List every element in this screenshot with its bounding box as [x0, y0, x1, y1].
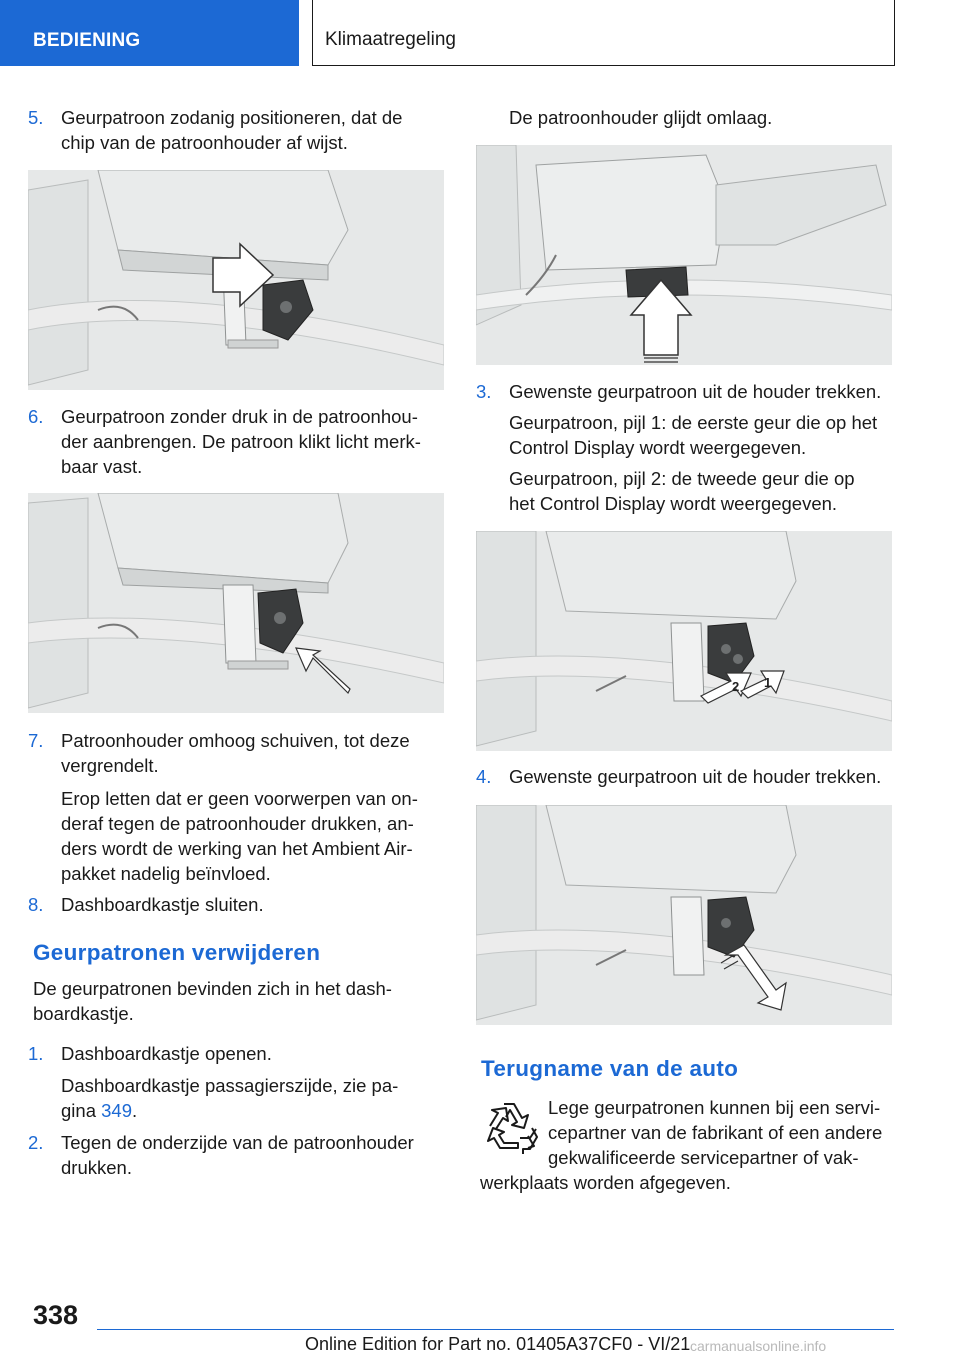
step-text: vergrendelt.	[61, 755, 159, 776]
illustration-holder-slide	[476, 145, 892, 365]
page-number: 338	[33, 1300, 79, 1330]
page-reference-link[interactable]: 349	[101, 1100, 132, 1121]
note-text: Geurpatroon, pijl 2: de tweede geur die op	[509, 468, 855, 489]
watermark: carmanualsonline.info	[690, 1338, 827, 1354]
note-text: deraf tegen de patroonhouder drukken, an-	[61, 813, 414, 834]
glovebox-illustration	[476, 531, 892, 751]
remove-step-2	[28, 1130, 444, 1180]
remove-step-3	[476, 379, 892, 404]
step-8	[28, 892, 444, 917]
section-tab: BEDIENING	[0, 0, 299, 66]
remove-step-4	[476, 764, 892, 789]
step-number: 4.	[476, 766, 492, 787]
step-number: 7.	[28, 730, 44, 751]
step-number: 3.	[476, 381, 492, 402]
arrow-label-1: 1	[764, 675, 772, 690]
step-text: baar vast.	[61, 456, 143, 477]
intro-line: De geurpatronen bevinden zich in het dash-	[33, 978, 392, 999]
step-text: Gewenste geurpatroon uit de houder trekken.	[509, 381, 882, 402]
step-text: Dashboardkastje sluiten.	[61, 894, 264, 915]
step-text: Dashboardkastje openen.	[61, 1043, 272, 1064]
intro-line: boardkastje.	[33, 1003, 134, 1024]
illustration-step-6	[28, 493, 444, 713]
note-text: pakket nadelig beïnvloed.	[61, 863, 271, 884]
note-text: ders wordt de werking van het Ambient Air-	[61, 838, 413, 859]
step-5	[28, 105, 444, 155]
step-number: 1.	[28, 1043, 44, 1064]
step-number: 8.	[28, 894, 44, 915]
recycle-text: werkplaats worden afgegeven.	[480, 1172, 731, 1193]
step-text: der aanbrengen. De patroon klikt licht merk-	[61, 431, 421, 452]
step-text: Geurpatroon zodanig positioneren, dat de	[61, 107, 403, 128]
slide-note: De patroonhouder glijdt omlaag.	[509, 107, 773, 128]
recycle-icon	[484, 1098, 540, 1154]
glovebox-illustration	[476, 805, 892, 1025]
illustration-step-4	[476, 805, 892, 1025]
recycle-line: gekwalificeerde servicepartner of vak-	[548, 1147, 859, 1168]
illustration-step-5	[28, 170, 444, 390]
note-text: Control Display wordt weergegeven.	[509, 437, 807, 458]
step-text: Geurpatroon zonder druk in de patroonhou-	[61, 406, 418, 427]
step-number: 2.	[28, 1132, 44, 1153]
note-text: gina	[61, 1100, 102, 1121]
section-heading: Geurpatronen verwijderen	[33, 940, 321, 965]
remove-step-1	[28, 1041, 444, 1066]
step-text: chip van de patroonhouder af wijst.	[61, 132, 348, 153]
note-text: Dashboardkastje passagierszijde, zie pa-	[61, 1075, 399, 1096]
note-text: Erop letten dat er geen voorwerpen van on-	[61, 788, 418, 809]
section-heading: Terugname van de auto	[481, 1056, 739, 1081]
illustration-step-3	[476, 531, 892, 751]
glovebox-illustration	[28, 170, 444, 390]
step-7-note	[61, 786, 418, 886]
recycle-line: cepartner van de fabrikant of een andere	[548, 1122, 883, 1143]
step-7	[28, 728, 444, 778]
note-text: het Control Display wordt weergegeven.	[509, 493, 838, 514]
recycle-text-indented	[548, 1095, 882, 1170]
edition-footer: Online Edition for Part no. 01405A37CF0 - VI/21	[305, 1334, 691, 1354]
footer-rule	[97, 1329, 894, 1330]
chapter-title: Klimaatregeling	[312, 0, 895, 66]
remove-step-3-note	[509, 410, 877, 516]
intro-text	[33, 976, 392, 1026]
glovebox-illustration	[476, 145, 892, 365]
arrow-label-2: 2	[732, 679, 740, 694]
note-text: Geurpatroon, pijl 1: de eerste geur die op het	[509, 412, 878, 433]
step-text: Gewenste geurpatroon uit de houder trekken.	[509, 766, 882, 787]
glovebox-illustration	[28, 493, 444, 713]
step-text: Patroonhouder omhoog schuiven, tot deze	[61, 730, 410, 751]
remove-step-1-note	[61, 1073, 398, 1123]
step-6	[28, 404, 444, 479]
step-number: 6.	[28, 406, 44, 427]
step-text: Tegen de onderzijde van de patroonhouder	[61, 1132, 414, 1153]
step-number: 5.	[28, 107, 44, 128]
note-text: .	[132, 1100, 138, 1121]
step-text: drukken.	[61, 1157, 132, 1178]
recycle-line: Lege geurpatronen kunnen bij een servi-	[548, 1097, 881, 1118]
